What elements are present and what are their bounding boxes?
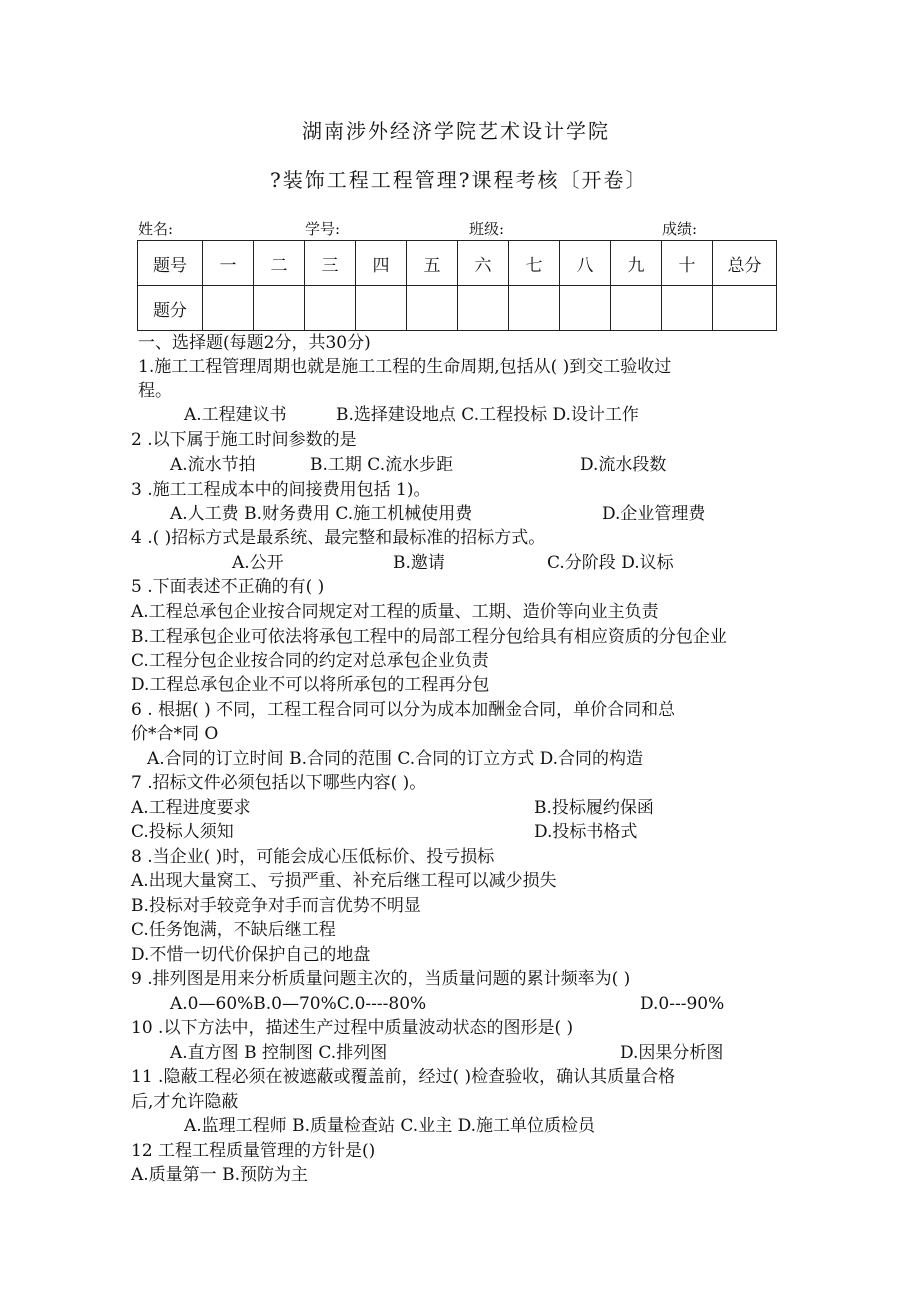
table-cell <box>509 286 560 331</box>
table-cell: 题分 <box>138 286 203 331</box>
score-table <box>137 240 777 331</box>
name-label: 姓名: <box>138 220 174 238</box>
answer-option: D.0---90% <box>640 994 725 1014</box>
table-cell: 三 <box>305 241 356 286</box>
answer-option: D.企业管理费 <box>602 504 706 524</box>
answer-option: A.直方图 B 控制图 C.排列图 <box>170 1043 388 1063</box>
answer-option: C.工程分包企业按合同的约定对总承包企业负责 <box>131 651 489 671</box>
question-line: 6 . 根据( ) 不同，工程工程合同可以分为成本加酬金合同，单价合同和总 <box>131 700 676 720</box>
question-line: 5 .下面表述不正确的有( ) <box>131 577 325 597</box>
answer-option: A.质量第一 B.预防为主 <box>131 1165 308 1185</box>
score-label: 成绩: <box>662 220 698 238</box>
answer-option: A.监理工程师 B.质量检查站 C.业主 D.施工单位质检员 <box>184 1116 596 1136</box>
question-line: 2 .以下属于施工时间参数的是 <box>131 430 357 450</box>
table-cell: 总分 <box>713 241 777 286</box>
question-line: 3 .施工工程成本中的间接费用包括 1)。 <box>131 480 431 500</box>
table-cell: 七 <box>509 241 560 286</box>
answer-option: A.工程进度要求 <box>131 798 251 818</box>
question-line: 后,才允许隐蔽 <box>131 1092 239 1112</box>
answer-option: D.工程总承包企业不可以将所承包的工程再分包 <box>131 675 490 695</box>
table-cell <box>458 286 509 331</box>
question-line: 7 .招标文件必须包括以下哪些内容( )。 <box>131 773 427 793</box>
answer-option: D.投标书格式 <box>534 822 638 842</box>
answer-option: A.公开 <box>232 553 284 573</box>
answer-option: A.0—60%B.0—70%C.0----80% <box>170 994 427 1014</box>
answer-option: D.流水段数 <box>580 455 667 475</box>
answer-option: B.投标对手较竞争对手而言优势不明显 <box>131 896 421 916</box>
question-line: 8 .当企业( )时，可能会成心压低标价、投亏损标 <box>131 847 495 867</box>
table-cell <box>713 286 777 331</box>
answer-option: C.任务饱满，不缺后继工程 <box>131 920 336 940</box>
table-cell <box>356 286 407 331</box>
answer-option: A.工程总承包企业按合同规定对工程的质量、工期、造价等向业主负责 <box>131 602 659 622</box>
class-label: 班级: <box>469 220 505 238</box>
question-line: 12 工程工程质量管理的方针是() <box>131 1141 376 1161</box>
table-cell: 十 <box>662 241 713 286</box>
table-cell: 五 <box>407 241 458 286</box>
table-cell: 二 <box>254 241 305 286</box>
answer-option: B.选择建设地点 C.工程投标 D.设计工作 <box>336 405 639 425</box>
answer-option: B.邀请 <box>393 553 445 573</box>
question-line: 程。 <box>138 381 172 401</box>
table-cell <box>662 286 713 331</box>
table-cell <box>305 286 356 331</box>
answer-option: B.工程承包企业可依法将承包工程中的局部工程分包给具有相应资质的分包企业 <box>131 627 727 647</box>
question-line: 10 .以下方法中，描述生产过程中质量波动状态的图形是( ) <box>131 1018 574 1038</box>
student-id-label: 学号: <box>305 220 341 238</box>
table-cell: 一 <box>203 241 254 286</box>
course-title: ?装饰工程工程管理?课程考核〔开卷〕 <box>270 168 648 192</box>
answer-option: A.合同的订立时间 B.合同的范围 C.合同的订立方式 D.合同的构造 <box>147 749 644 769</box>
table-cell: 题号 <box>138 241 203 286</box>
question-line: 价*合*同 O <box>131 724 219 744</box>
table-cell <box>254 286 305 331</box>
table-cell: 八 <box>560 241 611 286</box>
question-line: 4 .( )招标方式是最系统、最完整和最标准的招标方式。 <box>131 528 546 548</box>
answer-option: A.人工费 B.财务费用 C.施工机械使用费 <box>170 504 473 524</box>
answer-option: C.分阶段 D.议标 <box>547 553 674 573</box>
table-cell: 六 <box>458 241 509 286</box>
answer-option: B.投标履约保函 <box>534 798 654 818</box>
answer-option: A.流水节拍 <box>170 455 256 475</box>
answer-option: B.工期 C.流水步距 <box>310 455 454 475</box>
answer-option: D.因果分析图 <box>620 1043 724 1063</box>
table-row <box>138 286 777 331</box>
table-row <box>138 241 777 286</box>
answer-option: C.投标人须知 <box>131 822 234 842</box>
table-cell <box>560 286 611 331</box>
question-line: 11 .隐蔽工程必须在被遮蔽或覆盖前，经过( )检查验收，确认其质量合格 <box>131 1067 676 1087</box>
table-cell: 九 <box>611 241 662 286</box>
answer-option: D.不惜一切代价保护自己的地盘 <box>131 945 371 965</box>
answer-option: A.出现大量窝工、亏损严重、补充后继工程可以减少损失 <box>131 871 557 891</box>
school-title: 湖南涉外经济学院艺术设计学院 <box>302 119 610 143</box>
table-cell <box>203 286 254 331</box>
question-line: 1.施工工程管理周期也就是施工工程的生命周期,包括从( )到交工验收过 <box>138 357 672 377</box>
section-heading: 一、选择题(每题2分，共30分) <box>138 333 371 353</box>
answer-option: A.工程建议书 <box>184 405 287 425</box>
table-cell: 四 <box>356 241 407 286</box>
table-cell <box>611 286 662 331</box>
question-line: 9 .排列图是用来分析质量问题主次的，当质量问题的累计频率为( ) <box>131 969 631 989</box>
table-cell <box>407 286 458 331</box>
